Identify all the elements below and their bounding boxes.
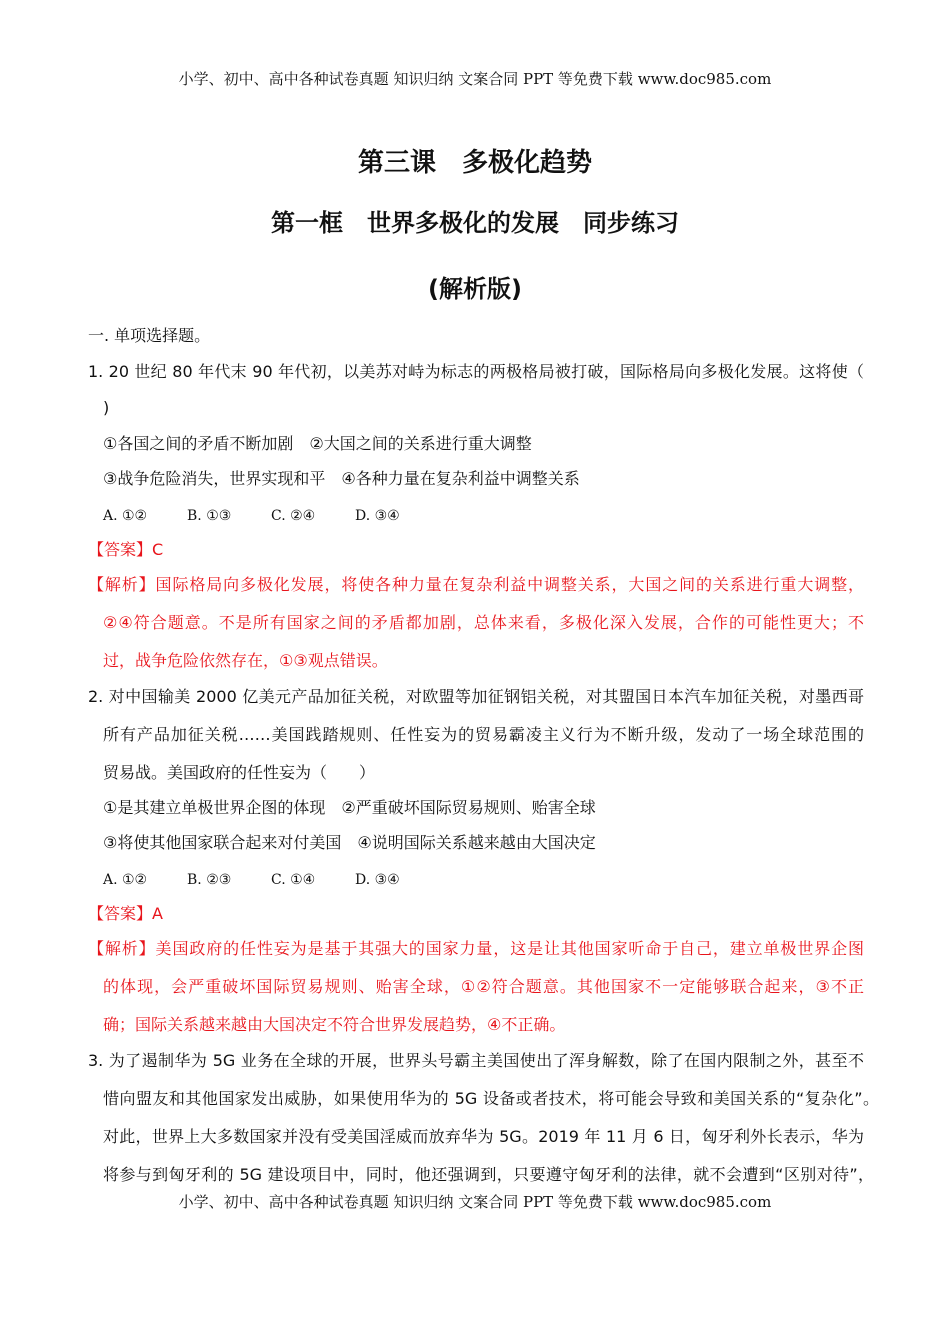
question-2-line: 2. 对中国输美 2000 亿美元产品加征关税，对欧盟等加征钢铝关税，对其盟国日本汽车加征关税，对墨西哥 [88, 687, 864, 706]
question-3-line: 惜向盟友和其他国家发出威胁，如果使用华为的 5G 设备或者技术，将可能会导致和美国关系的“复杂化”。 [103, 1089, 879, 1108]
question-1-line: ) [103, 398, 110, 417]
question-2-choices [103, 869, 439, 890]
question-1-statement: ①各国之间的矛盾不断加剧 ②大国之间的关系进行重大调整 [103, 434, 532, 453]
lesson-subtitle: 第一框 世界多极化的发展 同步练习 [271, 209, 679, 237]
question-2-line: 所有产品加征关税……美国践踏规则、任性妄为的贸易霸凌主义行为不断升级，发动了一场全球范围的 [103, 725, 864, 744]
question-1-analysis: ②④符合题意。不是所有国家之间的矛盾都加剧，总体来看，多极化深入发展，合作的可能性更大；不 [103, 613, 864, 632]
answer-label: 【答案】 [88, 904, 153, 923]
page-header: 小学、初中、高中各种试卷真题 知识归纳 文案合同 PPT 等免费下载 www.doc985.com [178, 70, 772, 88]
page-footer: 小学、初中、高中各种试卷真题 知识归纳 文案合同 PPT 等免费下载 www.doc985.com [178, 1193, 772, 1211]
choice-a: A. ①② [103, 872, 148, 888]
question-1-choices [103, 505, 439, 526]
answer-value: C [152, 540, 164, 559]
choice-b: B. ①③ [187, 508, 232, 524]
question-3-line: 将参与到匈牙利的 5G 建设项目中，同时，他还强调到，只要遵守匈牙利的法律，就不会遭到“区别对待”， [103, 1165, 874, 1184]
question-2-analysis: 确；国际关系越来越由大国决定不符合世界发展趋势，④不正确。 [103, 1015, 566, 1034]
question-2-line: 贸易战。美国政府的任性妄为（ ） [103, 763, 376, 782]
question-2-answer [88, 904, 163, 924]
question-2-statement: ①是其建立单极世界企图的体现 ②严重破坏国际贸易规则、贻害全球 [103, 798, 596, 817]
question-2-analysis: 【解析】美国政府的任性妄为是基于其强大的国家力量，这是让其他国家听命于自己，建立单极世界企图 [88, 939, 864, 958]
choice-d: D. ③④ [355, 872, 400, 888]
question-2-statement: ③将使其他国家联合起来对付美国 ④说明国际关系越来越由大国决定 [103, 833, 596, 852]
edition-label: (解析版) [428, 275, 522, 303]
choice-c: C. ①④ [271, 872, 316, 888]
question-2-analysis: 的体现，会严重破坏国际贸易规则、贻害全球，①②符合题意。其他国家不一定能够联合起来，③不正 [103, 977, 864, 996]
choice-d: D. ③④ [355, 508, 400, 524]
question-1-analysis: 【解析】国际格局向多极化发展，将使各种力量在复杂利益中调整关系，大国之间的关系进行重大调整， [88, 575, 864, 594]
question-3-line: 对此，世界上大多数国家并没有受美国淫威而放弃华为 5G。2019 年 11 月 6 日，匈牙利外长表示，华为 [103, 1127, 864, 1146]
lesson-title: 第三课 多极化趋势 [357, 148, 592, 178]
choice-c: C. ②④ [271, 508, 316, 524]
question-1-statement: ③战争危险消失，世界实现和平 ④各种力量在复杂利益中调整关系 [103, 469, 580, 488]
question-3-line: 3. 为了遏制华为 5G 业务在全球的开展，世界头号霸主美国使出了浑身解数，除了在国内限制之外，甚至不 [88, 1051, 864, 1070]
choice-a: A. ①② [103, 508, 148, 524]
question-1-answer [88, 540, 163, 560]
answer-value: A [152, 904, 163, 923]
question-1-line: 1. 20 世纪 80 年代末 90 年代初，以美苏对峙为标志的两极格局被打破，国际格局向多极化发展。这将使（ [88, 362, 864, 381]
answer-label: 【答案】 [88, 540, 153, 559]
section-heading: 一. 单项选择题。 [88, 326, 211, 345]
choice-b: B. ②③ [187, 872, 232, 888]
question-1-analysis: 过，战争危险依然存在，①③观点错误。 [103, 651, 388, 670]
